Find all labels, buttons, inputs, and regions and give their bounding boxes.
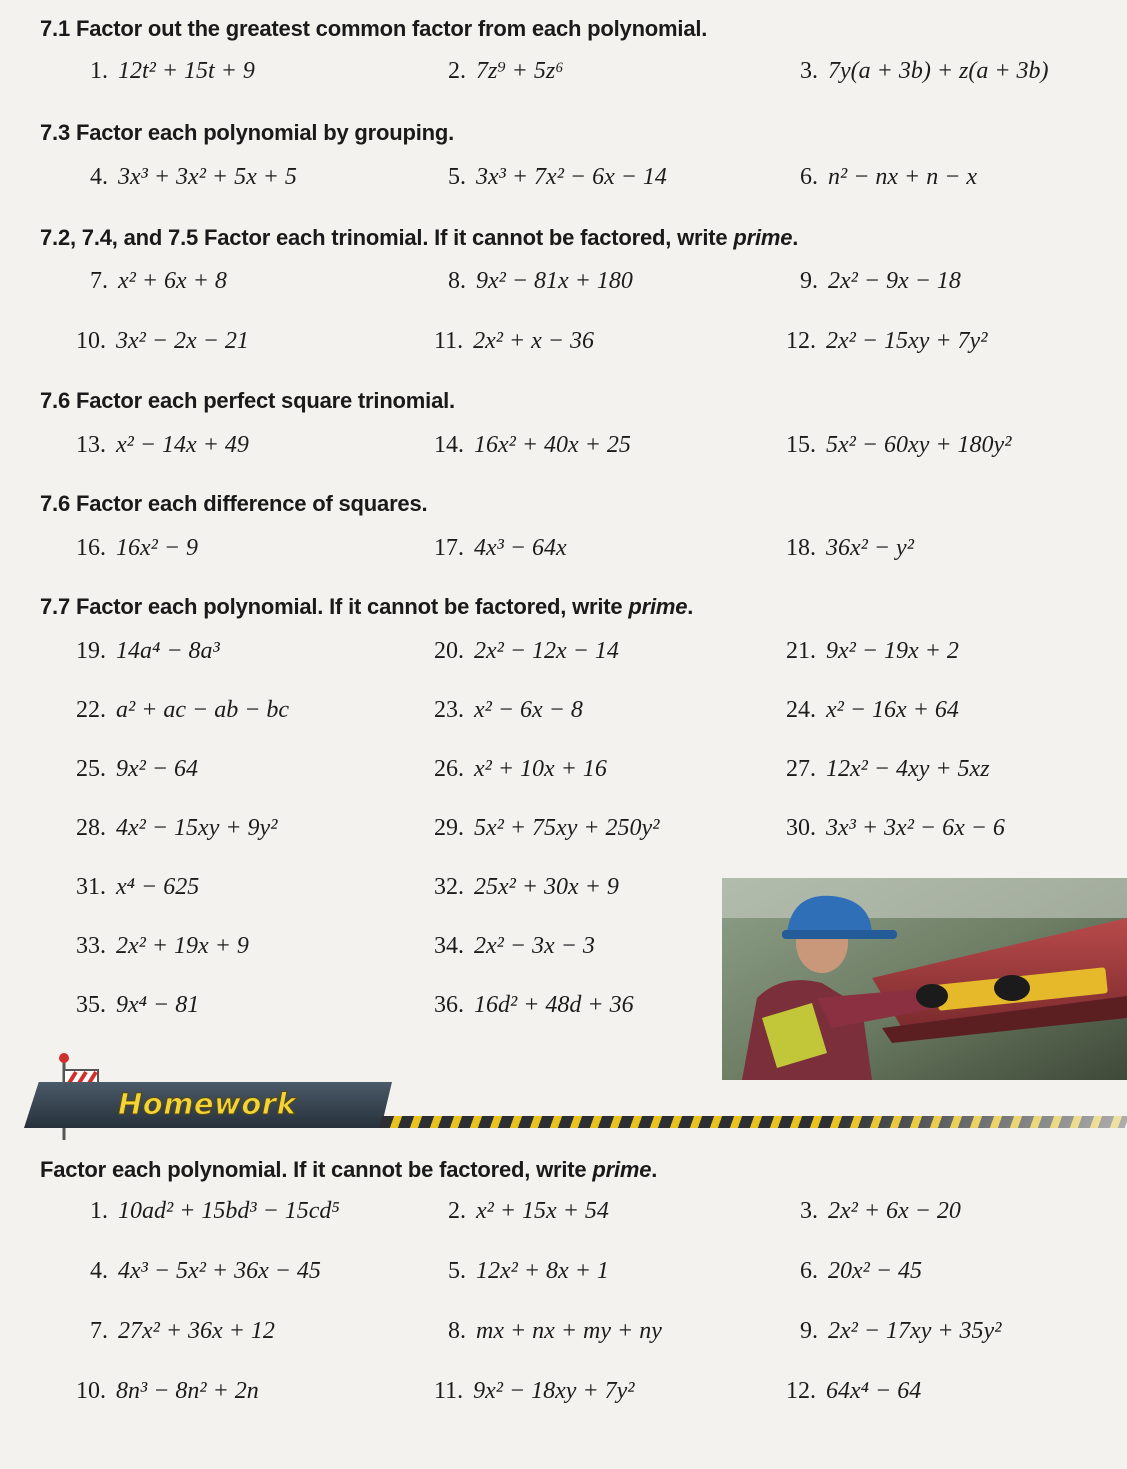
problem-item: 4. 3x³ + 3x² + 5x + 5 [90, 164, 297, 190]
problem-item: 3. 7y(a + 3b) + z(a + 3b) [800, 58, 1049, 84]
homework-problem-item: 1. 10ad² + 15bd³ − 15cd⁵ [90, 1198, 340, 1224]
problem-item: 9. 2x² − 9x − 18 [800, 268, 961, 294]
homework-problem-item: 9. 2x² − 17xy + 35y² [800, 1318, 1002, 1344]
construction-worker-photo [722, 878, 1127, 1080]
problem-item: 36. 16d² + 48d + 36 [434, 992, 634, 1018]
problem-item: 27. 12x² − 4xy + 5xz [786, 756, 990, 782]
section-7-6-perfect-square-heading: 7.6 Factor each perfect square trinomial. [40, 388, 455, 413]
section-7-2-4-5-heading: 7.2, 7.4, and 7.5 Factor each trinomial. If it cannot be factored, write prime. [40, 225, 799, 250]
section-7-6-difference-squares-heading: 7.6 Factor each difference of squares. [40, 491, 428, 516]
homework-problem-item: 5. 12x² + 8x + 1 [448, 1258, 609, 1284]
homework-problem-item: 10. 8n³ − 8n² + 2n [76, 1378, 259, 1404]
homework-problem-item: 12. 64x⁴ − 64 [786, 1378, 922, 1404]
homework-problem-item: 8. mx + nx + my + ny [448, 1318, 662, 1344]
problem-item: 16. 16x² − 9 [76, 535, 199, 561]
homework-problem-item: 3. 2x² + 6x − 20 [800, 1198, 961, 1224]
homework-problem-item: 2. x² + 15x + 54 [448, 1198, 609, 1224]
problem-item: 35. 9x⁴ − 81 [76, 992, 200, 1018]
problem-item: 10. 3x² − 2x − 21 [76, 328, 249, 354]
problem-item: 30. 3x³ + 3x² − 6x − 6 [786, 815, 1005, 841]
problem-item: 29. 5x² + 75xy + 250y² [434, 815, 660, 841]
worker-illustration [722, 878, 1127, 1080]
hazard-stripe-divider [378, 1116, 1127, 1128]
homework-problem-item: 11. 9x² − 18xy + 7y² [434, 1378, 635, 1404]
problem-item: 5. 3x³ + 7x² − 6x − 14 [448, 164, 667, 190]
problem-item: 23. x² − 6x − 8 [434, 697, 583, 723]
section-7-3-heading: 7.3 Factor each polynomial by grouping. [40, 120, 455, 145]
problem-item: 28. 4x² − 15xy + 9y² [76, 815, 278, 841]
problem-item: 14. 16x² + 40x + 25 [434, 432, 631, 458]
problem-item: 1. 12t² + 15t + 9 [90, 58, 255, 84]
section-7-1-heading: 7.1 Factor out the greatest common factor from each polynomial. [40, 16, 708, 41]
homework-instruction: Factor each polynomial. If it cannot be factored, write prime. [40, 1157, 658, 1182]
problem-item: 7. x² + 6x + 8 [90, 268, 227, 294]
problem-item: 15. 5x² − 60xy + 180y² [786, 432, 1012, 458]
homework-problem-item: 4. 4x³ − 5x² + 36x − 45 [90, 1258, 321, 1284]
problem-item: 17. 4x³ − 64x [434, 535, 567, 561]
problem-item: 33. 2x² + 19x + 9 [76, 933, 249, 959]
problem-item: 34. 2x² − 3x − 3 [434, 933, 595, 959]
problem-item: 2. 7z⁹ + 5z⁶ [448, 58, 564, 84]
problem-item: 11. 2x² + x − 36 [434, 328, 594, 354]
problem-item: 8. 9x² − 81x + 180 [448, 268, 633, 294]
problem-item: 25. 9x² − 64 [76, 756, 199, 782]
problem-item: 22. a² + ac − ab − bc [76, 697, 290, 723]
problem-item: 6. n² − nx + n − x [800, 164, 978, 190]
section-7-7-heading: 7.7 Factor each polynomial. If it cannot be factored, write prime. [40, 594, 694, 619]
problem-item: 12. 2x² − 15xy + 7y² [786, 328, 988, 354]
problem-item: 26. x² + 10x + 16 [434, 756, 607, 782]
problem-item: 20. 2x² − 12x − 14 [434, 638, 619, 664]
problem-item: 18. 36x² − y² [786, 535, 914, 561]
homework-label: Homework [118, 1087, 297, 1121]
problem-item: 31. x⁴ − 625 [76, 874, 200, 900]
problem-item: 19. 14a⁴ − 8a³ [76, 638, 220, 664]
homework-problem-item: 7. 27x² + 36x + 12 [90, 1318, 275, 1344]
problem-item: 32. 25x² + 30x + 9 [434, 874, 619, 900]
problem-item: 24. x² − 16x + 64 [786, 697, 959, 723]
homework-problem-item: 6. 20x² − 45 [800, 1258, 923, 1284]
problem-item: 21. 9x² − 19x + 2 [786, 638, 959, 664]
problem-item: 13. x² − 14x + 49 [76, 432, 249, 458]
